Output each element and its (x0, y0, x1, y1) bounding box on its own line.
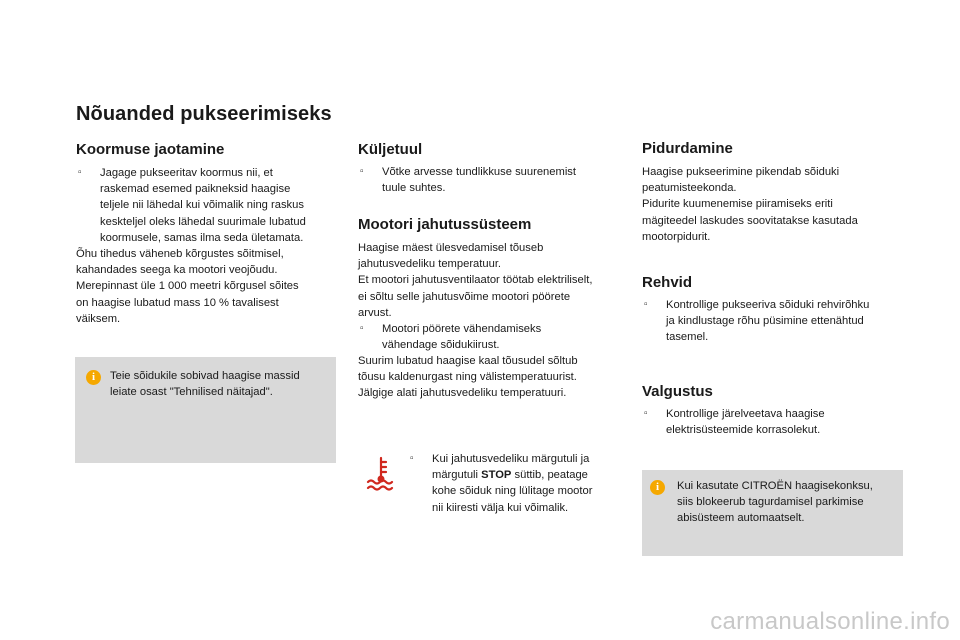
bullet-marker-icon: ▫ (78, 167, 82, 178)
bullet-marker-icon: ▫ (360, 166, 364, 177)
heading-braking: Pidurdamine (642, 140, 733, 157)
info-icon: i (650, 480, 665, 495)
heading-lighting: Valgustus (642, 383, 713, 400)
bullet-marker-icon: ▫ (644, 299, 648, 310)
bullet-load-distribution: ▫ Jagage pukseeritav koormus nii, et raskemad esemed paikneksid haagise teljele nii lähedal kui võimalik ning raskus keskteljel oleks lähedal suurimale lubatud koormusele, samas ilma seda ületamata. (78, 167, 306, 244)
paragraph-braking: Haagise pukseerimine pikendab sõiduki peatumisteekonda. Pidurite kuumenemise piiramiseks eriti mägiteedel laskudes soovitatakse kasutada mootorpidurit. (642, 166, 858, 243)
bullet-engine-rpm: ▫ Mootori pöörete vähendamiseks vähendage sõidukiirust. (360, 323, 542, 352)
info-text: Teie sõidukile sobivad haagise massid leiate osast "Tehnilised näitajad". (110, 370, 300, 399)
paragraph-cooling-1: Haagise mäest ülesvedamisel tõuseb jahutusvedeliku temperatuur. Et mootori jahutusventilaator töötab elektriliselt, ei sõltu selle jahutusvõime mootori pöörete arvust. (358, 242, 593, 319)
footer-watermark: carmanualsonline.info (710, 608, 950, 635)
bullet-marker-icon: ▫ (410, 453, 414, 464)
bullet-lighting: ▫ Kontrollige järelveetava haagise elektrisüsteemide korrasolekut. (644, 408, 825, 437)
bullet-marker-icon: ▫ (644, 408, 648, 419)
heading-load-distribution: Koormuse jaotamine (76, 141, 225, 158)
bullet-crosswind: ▫ Võtke arvesse tundlikkuse suurenemist tuule suhtes. (360, 166, 577, 195)
coolant-temperature-warning-icon (365, 455, 397, 491)
info-box-towbar (642, 470, 903, 556)
info-icon: i (86, 370, 101, 385)
info-text: Kui kasutate CITROËN haagisekonksu, siis blokeerub tagurdamisel parkimise abisüsteem automaatselt. (677, 480, 873, 525)
info-box-trailer-mass (75, 357, 336, 463)
page-title: Nõuanded pukseerimiseks (76, 103, 332, 125)
paragraph-cooling-2: Suurim lubatud haagise kaal tõusudel sõltub tõusu kaldenurgast ning välistemperatuurist. Jälgige alati jahutusvedeliku temperatuuri. (358, 355, 578, 400)
heading-engine-cooling: Mootori jahutussüsteem (358, 216, 532, 233)
paragraph-air-density: Õhu tihedus väheneb kõrgustes sõitmisel, kahandades seega ka mootori veojõudu. Merepinnast üle 1 000 meetri kõrgusel sõites on haagise lubatud mass 10 % tavalisest väiksem. (76, 248, 299, 325)
warning-coolant-stop: ▫ Kui jahutusvedeliku märgutuli ja märgutuli STOP süttib, peatage kohe sõiduk ning lülitage mootor nii kiiresti välja kui võimalik. (410, 453, 593, 514)
bullet-tyres: ▫ Kontrollige pukseeriva sõiduki rehvirõhku ja kindlustage rõhu püsimine ettenähtud tasemel. (644, 299, 870, 344)
heading-tyres: Rehvid (642, 274, 693, 291)
bullet-marker-icon: ▫ (360, 323, 364, 334)
stop-label: STOP (481, 469, 512, 482)
heading-crosswind: Küljetuul (358, 141, 423, 158)
